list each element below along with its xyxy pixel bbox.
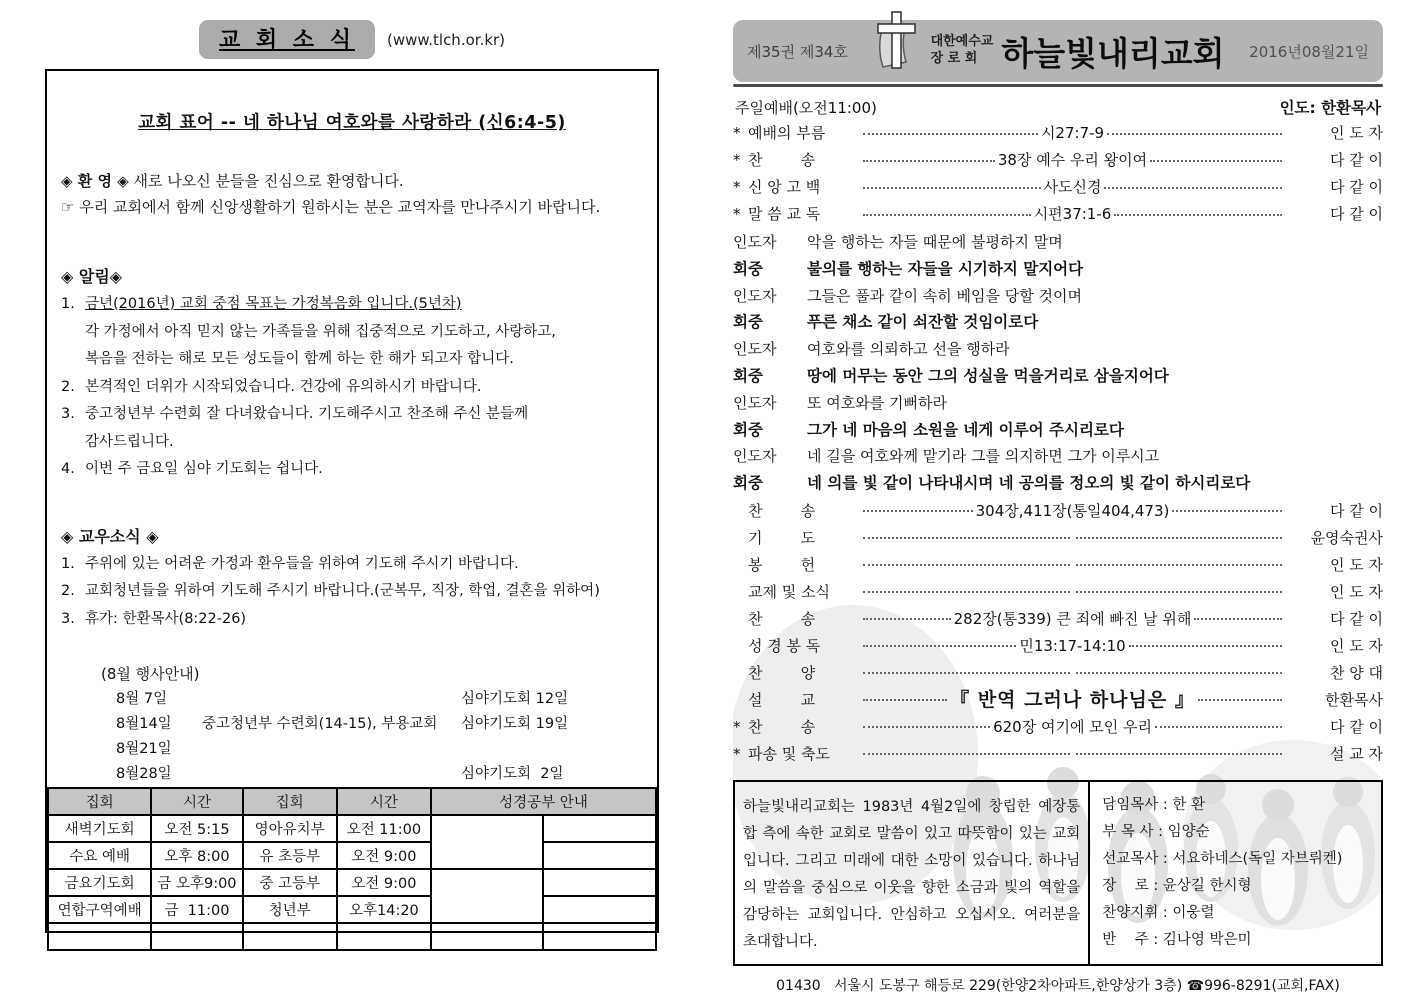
order-item bbox=[733, 579, 1383, 606]
col-header-bible-study: 성경공부 안내 bbox=[431, 788, 656, 815]
reading-text: 네 의를 빛 같이 나타내시며 네 공의를 정오의 빛 같이 하시리로다 bbox=[807, 474, 1251, 493]
event-date: 8월14일 bbox=[116, 716, 172, 732]
cell: 오전 11:00 bbox=[337, 815, 431, 842]
table-header-row bbox=[48, 788, 656, 815]
dotted-leader bbox=[1114, 214, 1282, 216]
order-performer: 다 같 이 bbox=[1329, 178, 1383, 196]
order-item bbox=[733, 201, 1383, 228]
staff-entry: 부 목 사 : 임양순 bbox=[1102, 823, 1210, 840]
dotted-leader bbox=[863, 564, 1070, 566]
notice-item-number: 2. bbox=[61, 378, 75, 395]
church-website-url: (www.tlch.or.kr) bbox=[386, 30, 506, 49]
reading-text: 여호와를 의뢰하고 선을 행하라 bbox=[807, 340, 1010, 359]
notice-item-number bbox=[61, 319, 85, 347]
cell: 중 고등부 bbox=[243, 869, 337, 896]
order-detail: 민13:17-14:10 bbox=[1019, 636, 1126, 655]
news-box-content bbox=[47, 71, 657, 787]
table-row bbox=[48, 815, 656, 842]
notice-item-text: 감사드립니다. bbox=[85, 433, 174, 450]
event-description: 중고청년부 수련회(14-15), 부용교회 bbox=[202, 716, 438, 732]
service-leader: 인도: 한환목사 bbox=[1279, 99, 1381, 117]
event-night-prayer: 심야기도회 19일 bbox=[461, 716, 569, 732]
order-performer: 윤영숙권사 bbox=[1310, 528, 1383, 547]
events-heading: (8월 행사안내) bbox=[101, 665, 200, 683]
reading-line bbox=[733, 417, 1383, 444]
staff-entry: 담임목사 : 한 환 bbox=[1102, 796, 1206, 813]
reading-line bbox=[733, 470, 1383, 497]
denomination bbox=[931, 34, 994, 68]
reading-speaker: 회중 bbox=[733, 474, 763, 493]
notice-item-text: 본격적인 더위가 시작되었습니다. 건강에 유의하시기 바랍니다. bbox=[85, 378, 482, 395]
order-item bbox=[733, 147, 1383, 174]
event-row bbox=[61, 737, 643, 762]
dotted-leader bbox=[863, 214, 1031, 216]
welcome-heading: ◈ 환 영 ◈ bbox=[61, 172, 129, 190]
reading-line bbox=[733, 229, 1383, 256]
order-detail: 304장,411장(통일404,473) bbox=[975, 501, 1170, 520]
order-detail: 282장(통339) 큰 죄에 빠진 날 위해 bbox=[953, 609, 1192, 628]
notice-item-text: 각 가정에서 아직 믿지 않는 가족들을 위해 집중적으로 기도하고, 사랑하고, bbox=[85, 323, 556, 340]
cell bbox=[151, 923, 242, 950]
meeting-schedule-table bbox=[47, 787, 657, 951]
cell bbox=[337, 923, 431, 950]
reading-speaker: 회중 bbox=[733, 420, 763, 439]
cell: 오후 8:00 bbox=[151, 842, 242, 869]
notice-item-text: 복음을 전하는 해로 모든 성도들이 함께 하는 한 해가 되고자 합니다. bbox=[85, 351, 514, 367]
notice-item-text: 금년(2016년) 교회 중점 목표는 가정복음화 입니다.(5년차) bbox=[85, 296, 462, 312]
standing-marker: * bbox=[733, 205, 741, 223]
notice-item bbox=[61, 346, 643, 374]
order-label: 신 앙 고 백 bbox=[748, 178, 821, 196]
dotted-leader bbox=[1104, 187, 1282, 189]
news-box bbox=[45, 69, 659, 933]
member-news-item-text: 주위에 있는 어려운 가정과 환우들을 위하여 기도해 주시기 바랍니다. bbox=[85, 555, 519, 572]
denomination-line1: 대한예수교 bbox=[930, 34, 994, 50]
cell: 금 11:00 bbox=[151, 896, 242, 923]
dotted-leader bbox=[863, 645, 1016, 647]
standing-marker: * bbox=[733, 744, 741, 763]
member-news-item bbox=[61, 551, 643, 579]
table-row bbox=[48, 923, 656, 950]
order-item bbox=[733, 525, 1383, 552]
event-date: 8월28일 bbox=[116, 766, 172, 782]
cell: 오전 5:15 bbox=[151, 815, 242, 842]
reading-speaker: 인도자 bbox=[733, 340, 777, 359]
notice-heading: ◈ 알림◈ bbox=[61, 267, 123, 286]
order-label: 파송 및 축도 bbox=[748, 744, 830, 763]
welcome-note: ☞ 우리 교회에서 함께 신앙생활하기 원하시는 분은 교역자를 만나주시기 바랍니다. bbox=[61, 198, 601, 216]
dotted-leader bbox=[1076, 672, 1283, 674]
event-night-prayer bbox=[461, 737, 643, 762]
order-performer: 다 같 이 bbox=[1330, 717, 1384, 736]
standing-marker: * bbox=[733, 717, 741, 736]
events-list bbox=[61, 687, 643, 787]
reading-speaker: 회중 bbox=[733, 259, 763, 278]
welcome-line bbox=[61, 168, 643, 194]
order-item bbox=[733, 552, 1383, 579]
member-news-heading: ◈ 교우소식 ◈ bbox=[61, 526, 159, 546]
standing-marker: * bbox=[733, 178, 741, 196]
member-news-item bbox=[61, 578, 643, 606]
reading-speaker: 인도자 bbox=[733, 233, 777, 251]
order-performer: 인 도 자 bbox=[1329, 555, 1383, 574]
reading-speaker: 인도자 bbox=[733, 447, 777, 466]
volume-issue: 제35권 제34호 bbox=[747, 42, 848, 61]
dotted-leader bbox=[863, 591, 1070, 593]
dotted-leader bbox=[863, 618, 951, 620]
reading-line bbox=[733, 283, 1383, 310]
dotted-leader bbox=[863, 699, 947, 701]
reading-line bbox=[733, 390, 1383, 417]
order-performer: 찬 양 대 bbox=[1329, 663, 1383, 682]
bible-study-cell bbox=[431, 923, 543, 950]
order-item bbox=[733, 687, 1383, 714]
staff-entry: 장 로 : 윤상길 한시형 bbox=[1102, 877, 1252, 894]
member-news-item-text: 휴가: 한환목사(8:22-26) bbox=[85, 610, 247, 627]
bible-study-cell bbox=[431, 815, 543, 869]
order-detail: 사도신경 bbox=[1043, 178, 1102, 196]
cross-logo-icon bbox=[873, 11, 923, 77]
order-label: 봉 헌 bbox=[748, 555, 816, 574]
reading-speaker: 인도자 bbox=[733, 286, 777, 305]
cell: 영아유치부 bbox=[243, 815, 337, 842]
member-news-item-number: 3. bbox=[61, 610, 75, 627]
cell: 금요기도회 bbox=[48, 869, 151, 896]
order-detail: 620장 여기에 모인 우리 bbox=[993, 717, 1152, 736]
table-row bbox=[48, 869, 656, 896]
reading-text: 땅에 머무는 동안 그의 성실을 먹을거리로 삼을지어다 bbox=[807, 366, 1169, 385]
reading-line bbox=[733, 443, 1383, 470]
order-label: 말 씀 교 독 bbox=[748, 205, 821, 223]
reading-line bbox=[733, 256, 1383, 283]
event-night-prayer: 심야기도회 12일 bbox=[461, 691, 569, 707]
event-description bbox=[202, 762, 461, 787]
col-header-time: 시간 bbox=[151, 788, 242, 815]
notice-item-text: 중고청년부 수련회 잘 다녀왔습니다. 기도해주시고 찬조해 주신 분들께 bbox=[85, 406, 529, 422]
dotted-leader bbox=[1076, 753, 1283, 755]
notice-item bbox=[61, 291, 643, 319]
church-description: 하늘빛내리교회는 1983년 4월2일에 창립한 예장통합 측에 속한 교회로 말씀이 있고 따뜻함이 있는 교회입니다. 그리고 미래에 대한 소망이 있습니다. 하나님의 말씀을 중심으로 이웃을 향한 소금과 빛의 역할을 감당하는 교회입니다. 안심하고 오십시오. 여러분을 초대합니다. bbox=[735, 782, 1090, 964]
reading-text: 또 여호와를 기뻐하라 bbox=[807, 393, 947, 412]
member-news-item-text: 교회청년들을 위하여 기도해 주시기 바랍니다.(군복무, 직장, 학업, 결혼을 위하여) bbox=[85, 583, 600, 599]
reading-speaker: 회중 bbox=[733, 366, 763, 385]
order-detail: 시27:7-9 bbox=[1040, 124, 1105, 142]
col-header-meeting: 집회 bbox=[48, 788, 151, 815]
notice-item bbox=[61, 401, 643, 429]
reading-line bbox=[733, 336, 1383, 363]
notice-item bbox=[61, 429, 643, 457]
order-label: 찬 양 bbox=[748, 663, 816, 682]
order-list-top bbox=[733, 120, 1383, 228]
order-performer: 인 도 자 bbox=[1329, 582, 1383, 601]
church-info-box bbox=[733, 780, 1383, 966]
bible-study-cell bbox=[543, 896, 656, 923]
cell bbox=[243, 923, 337, 950]
notice-item bbox=[61, 374, 643, 402]
table-row bbox=[48, 842, 656, 869]
member-news-item-number: 1. bbox=[61, 555, 75, 572]
dotted-leader bbox=[863, 537, 1070, 539]
notice-list bbox=[61, 291, 643, 484]
dotted-leader bbox=[1076, 564, 1283, 566]
dotted-leader bbox=[1198, 699, 1282, 701]
order-item bbox=[733, 660, 1383, 687]
dotted-leader bbox=[1172, 510, 1282, 512]
order-item bbox=[733, 120, 1383, 147]
event-row bbox=[61, 687, 643, 712]
order-performer: 다 같 이 bbox=[1329, 205, 1383, 223]
staff-entry: 반 주 : 김나영 박은미 bbox=[1102, 931, 1252, 948]
notice-item-number bbox=[61, 346, 85, 374]
order-detail: 38장 예수 우리 왕이여 bbox=[997, 151, 1148, 169]
denomination-line2: 장 로 회 bbox=[930, 51, 978, 66]
event-night-prayer: 심야기도회 2일 bbox=[461, 766, 564, 782]
cell: 오후14:20 bbox=[337, 896, 431, 923]
bible-study-cell bbox=[543, 815, 656, 842]
reading-line bbox=[733, 309, 1383, 336]
august-events bbox=[61, 661, 643, 787]
cell: 금 오후9:00 bbox=[151, 869, 242, 896]
order-label: 교제 및 소식 bbox=[748, 582, 830, 601]
church-motto: 교회 표어 -- 네 하나님 여호와를 사랑하라 (신6:4-5) bbox=[138, 113, 566, 133]
notice-item bbox=[61, 319, 643, 347]
cell bbox=[48, 923, 151, 950]
order-item bbox=[733, 606, 1383, 633]
dotted-leader bbox=[863, 510, 973, 512]
order-performer: 인 도 자 bbox=[1330, 124, 1384, 142]
notice-item-number: 3. bbox=[61, 406, 75, 422]
reading-speaker: 회중 bbox=[733, 313, 763, 332]
cell: 청년부 bbox=[243, 896, 337, 923]
notice-item-number: 1. bbox=[61, 296, 75, 312]
dotted-leader bbox=[863, 753, 1070, 755]
left-page-header bbox=[45, 20, 659, 59]
reading-text: 그가 네 마음의 소원을 네게 이루어 주시리로다 bbox=[807, 420, 1124, 439]
col-header-time2: 시간 bbox=[337, 788, 431, 815]
dotted-leader bbox=[863, 133, 1038, 135]
order-performer: 다 같 이 bbox=[1329, 151, 1383, 169]
order-item bbox=[733, 498, 1383, 525]
left-page bbox=[45, 20, 659, 933]
service-title: 주일예배(오전11:00) bbox=[735, 99, 877, 117]
notice-item bbox=[61, 456, 643, 484]
order-item bbox=[733, 714, 1383, 741]
dotted-leader bbox=[1076, 591, 1283, 593]
event-date: 8월21일 bbox=[116, 741, 172, 757]
dotted-leader bbox=[863, 187, 1041, 189]
standing-marker: * bbox=[733, 124, 741, 142]
reading-text: 네 길을 여호와께 맡기라 그를 의지하면 그가 이루시고 bbox=[807, 447, 1160, 466]
col-header-meeting2: 집회 bbox=[243, 788, 337, 815]
cell: 연합구역예배 bbox=[48, 896, 151, 923]
dotted-leader bbox=[863, 160, 995, 162]
order-label: 설 교 bbox=[748, 690, 816, 709]
standing-marker: * bbox=[733, 151, 741, 169]
order-performer: 다 같 이 bbox=[1330, 501, 1384, 520]
bible-study-cell bbox=[543, 923, 656, 950]
event-row bbox=[61, 712, 643, 737]
event-date: 8월 7일 bbox=[116, 691, 168, 707]
order-label: 성 경 봉 독 bbox=[748, 636, 821, 655]
member-news-item bbox=[61, 606, 643, 634]
reading-text: 악을 행하는 자들 때문에 불평하지 말며 bbox=[807, 233, 1063, 251]
order-performer: 한환목사 bbox=[1325, 690, 1383, 709]
masthead-center bbox=[873, 25, 1225, 77]
order-item bbox=[733, 633, 1383, 660]
event-row bbox=[61, 762, 643, 787]
cell: 유 초등부 bbox=[243, 842, 337, 869]
order-item bbox=[733, 174, 1383, 201]
cell: 오전 9:00 bbox=[337, 869, 431, 896]
table-row bbox=[48, 896, 656, 923]
dotted-leader bbox=[1076, 537, 1283, 539]
reading-speaker: 인도자 bbox=[733, 393, 777, 412]
staff-entry: 찬양지휘 : 이웅렬 bbox=[1102, 904, 1215, 921]
staff-list bbox=[1090, 782, 1381, 964]
notice-item-text: 이번 주 금요일 심야 기도회는 쉽니다. bbox=[85, 461, 323, 477]
reading-text: 그들은 풀과 같이 속히 베임을 당할 것이며 bbox=[807, 286, 1082, 305]
staff-entry: 선교목사 : 서요하네스(독일 자브뤼켄) bbox=[1102, 850, 1343, 867]
dotted-leader bbox=[1150, 160, 1282, 162]
order-performer: 설 교 자 bbox=[1329, 744, 1383, 763]
cell: 오전 9:00 bbox=[337, 842, 431, 869]
member-news-item-number: 2. bbox=[61, 583, 75, 599]
order-performer: 다 같 이 bbox=[1329, 609, 1383, 628]
right-page bbox=[733, 20, 1383, 995]
issue-date: 2016년08월21일 bbox=[1249, 42, 1369, 61]
welcome-text: 새로 나오신 분들을 진심으로 환영합니다. bbox=[133, 172, 404, 190]
bible-study-cell bbox=[431, 869, 543, 923]
order-label: 찬 송 bbox=[748, 501, 816, 520]
order-performer: 인 도 자 bbox=[1330, 636, 1384, 655]
church-name: 하늘빛내리교회 bbox=[1001, 33, 1225, 73]
reading-text: 불의를 행하는 자들을 시기하지 말지어다 bbox=[807, 259, 1084, 278]
order-label: 찬 송 bbox=[748, 151, 816, 169]
dotted-leader bbox=[1129, 645, 1282, 647]
member-news-list bbox=[61, 551, 643, 634]
masthead bbox=[733, 20, 1383, 82]
order-detail: 『 반역 그러나 하나님은 』 bbox=[950, 688, 1195, 711]
page-title: 교 회 소 식 bbox=[199, 20, 375, 59]
worship-order bbox=[733, 87, 1383, 995]
bible-study-cell bbox=[543, 842, 656, 869]
cell: 새벽기도회 bbox=[48, 815, 151, 842]
order-label: 예배의 부름 bbox=[748, 124, 826, 142]
dotted-leader bbox=[1155, 726, 1282, 728]
dotted-leader bbox=[1194, 618, 1282, 620]
reading-line bbox=[733, 363, 1383, 390]
notice-item-number bbox=[61, 429, 85, 457]
event-description bbox=[202, 687, 461, 712]
notice-item-number: 4. bbox=[61, 461, 75, 477]
dotted-leader bbox=[1107, 133, 1282, 135]
reading-text: 푸른 채소 같이 쇠잔할 것임이로다 bbox=[807, 313, 1039, 332]
responsive-reading bbox=[733, 229, 1383, 497]
order-list-bottom bbox=[733, 498, 1383, 768]
church-address: 01430 서울시 도봉구 해등로 229(한양2차아파트,한양상가 3층) ☎996-8291(교회,FAX) bbox=[776, 977, 1340, 994]
service-header bbox=[733, 96, 1383, 120]
order-item bbox=[733, 741, 1383, 768]
order-label: 기 도 bbox=[748, 528, 816, 547]
dotted-leader bbox=[863, 672, 1070, 674]
order-label: 찬 송 bbox=[748, 717, 816, 736]
order-detail: 시편37:1-6 bbox=[1033, 205, 1112, 223]
dotted-leader bbox=[863, 726, 990, 728]
bible-study-cell bbox=[543, 869, 656, 896]
cell: 수요 예배 bbox=[48, 842, 151, 869]
order-label: 찬 송 bbox=[748, 609, 816, 628]
event-description bbox=[202, 737, 461, 762]
